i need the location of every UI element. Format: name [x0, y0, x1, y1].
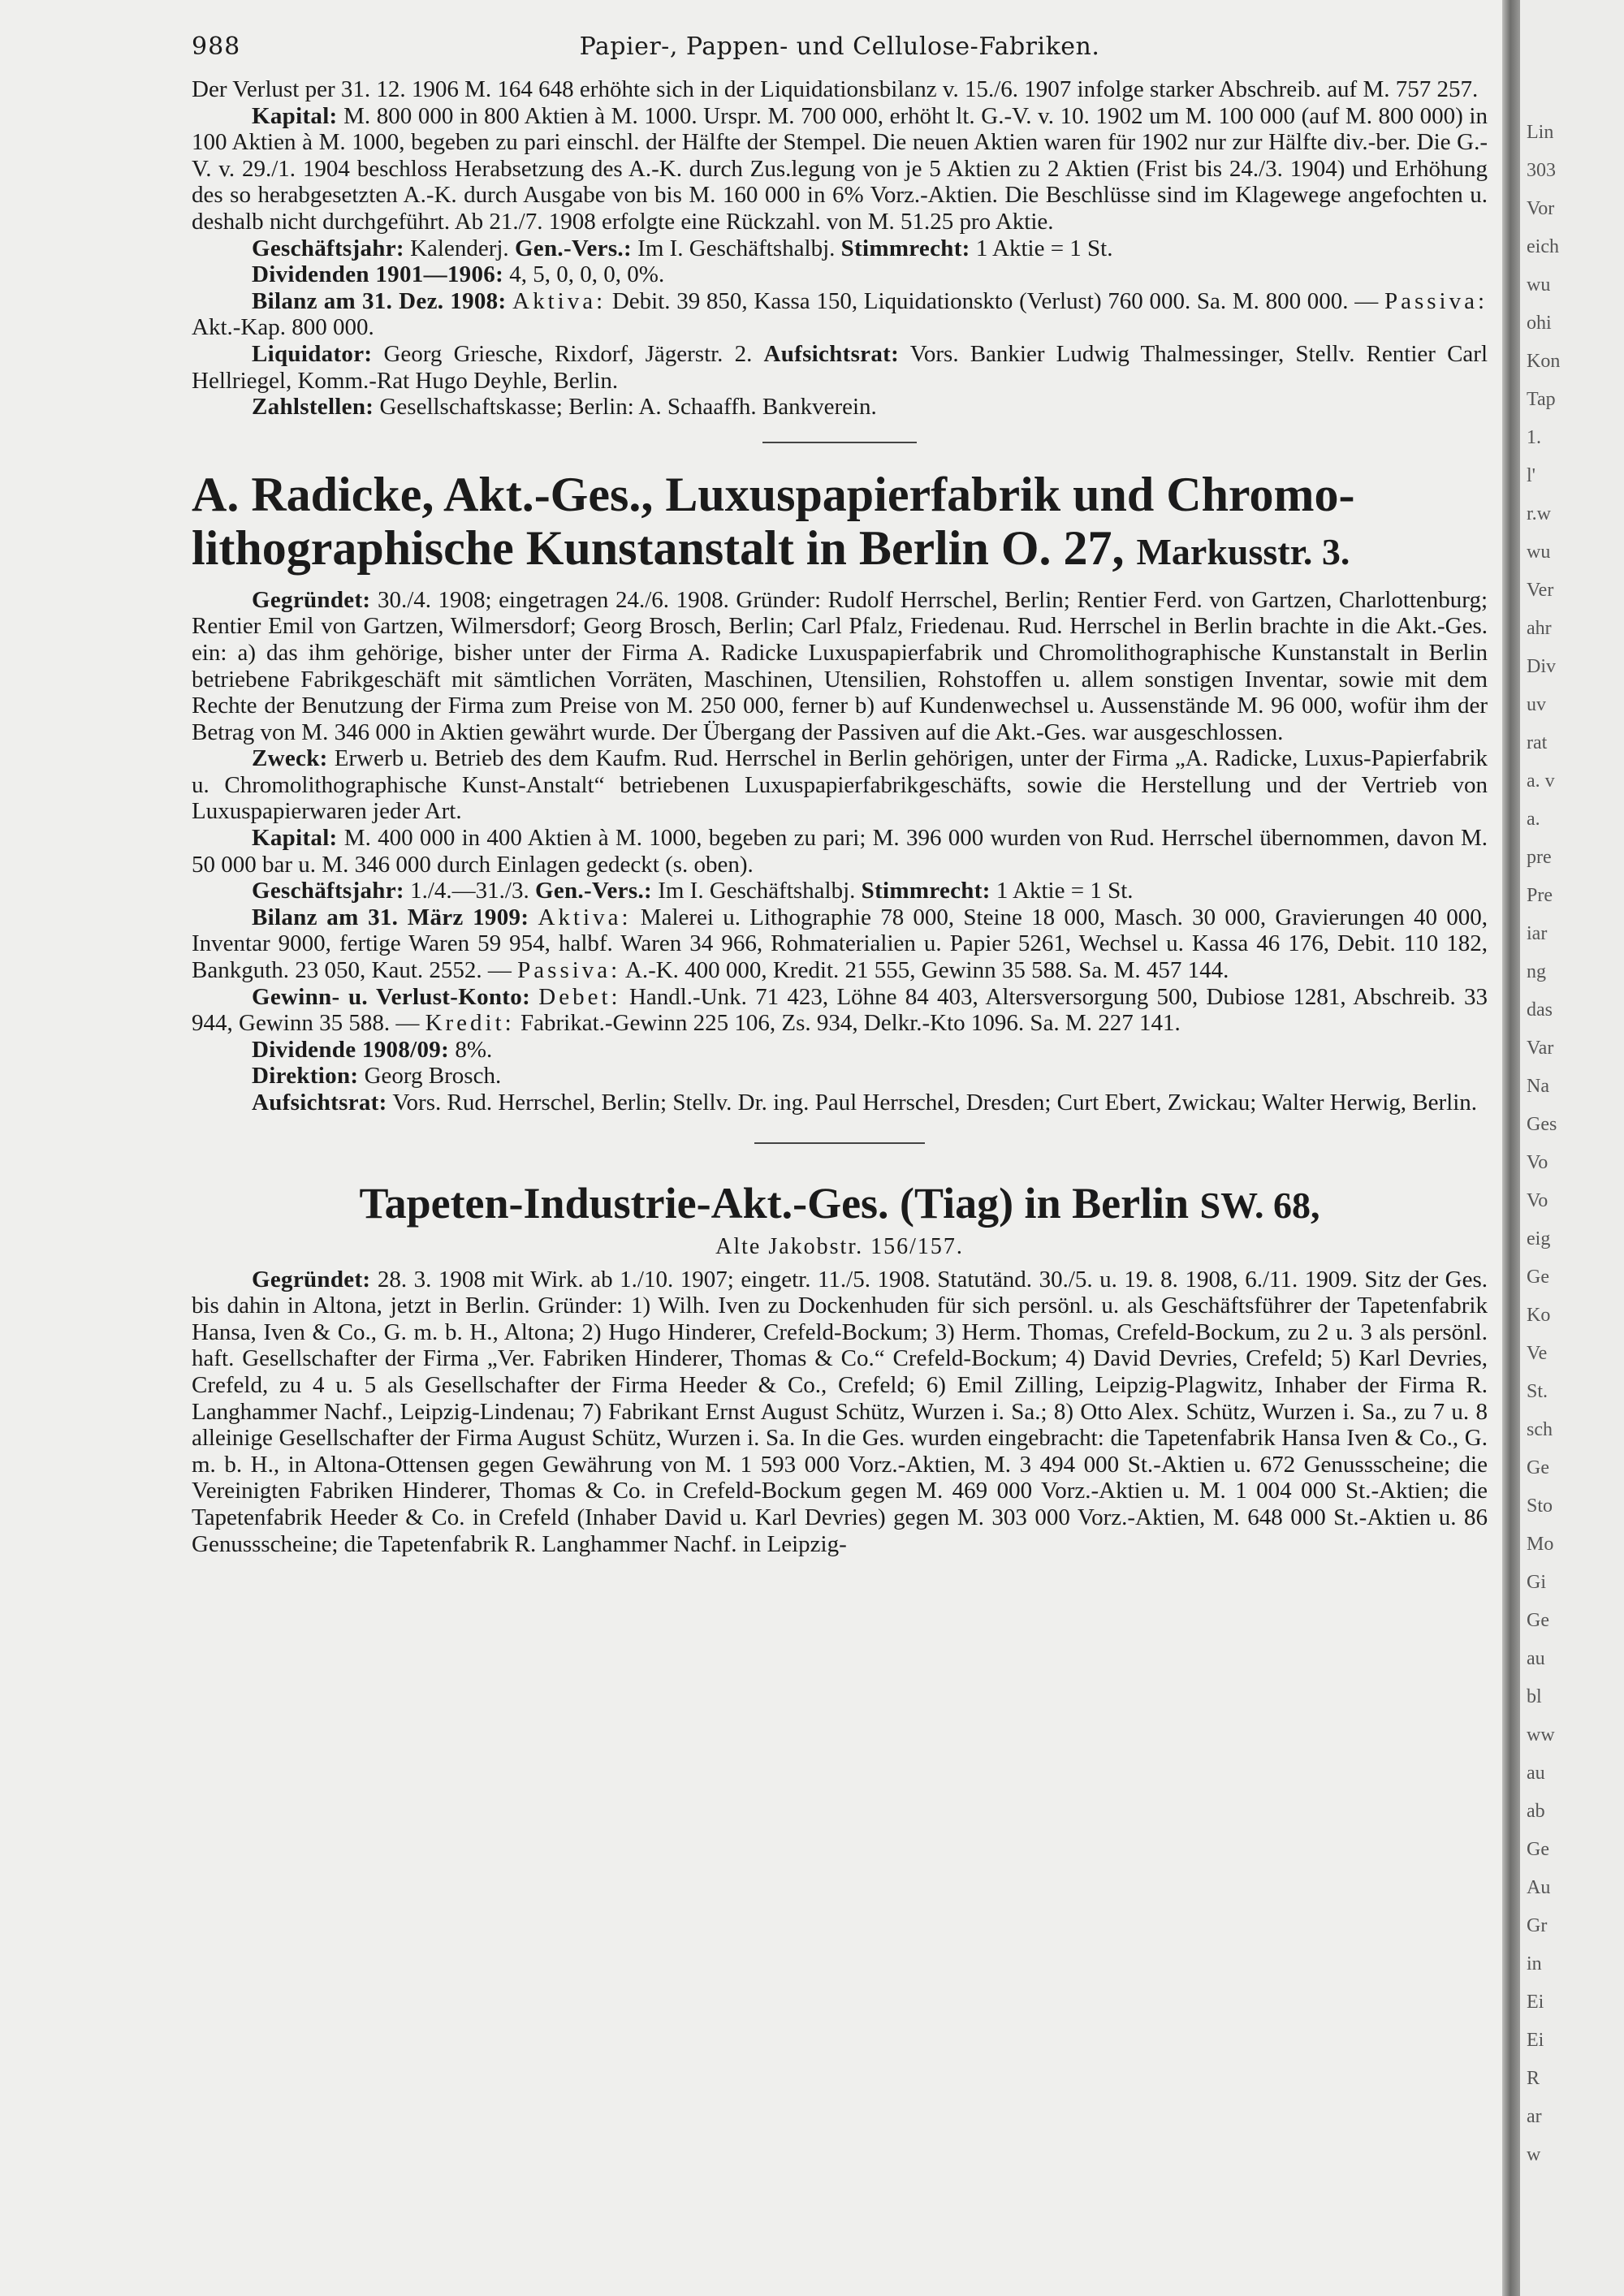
adjacent-page-fragment: Ve	[1527, 1343, 1548, 1364]
adjacent-page-fragment: Lin	[1527, 122, 1554, 143]
adjacent-page-fragment: a.	[1527, 809, 1540, 830]
dividends-paragraph	[192, 261, 1488, 288]
company-title-tiag-main: Tapeten-Industrie-Akt.-Ges. (Tiag) in Berlin	[359, 1178, 1190, 1228]
founded-label: Gegründet:	[252, 586, 371, 613]
profit-loss-label: Gewinn- u. Verlust-Konto:	[252, 983, 531, 1010]
adjacent-page-fragment: Ver	[1527, 580, 1554, 601]
fiscal-year-label: Geschäftsjahr:	[252, 878, 404, 904]
adjacent-page-fragment: eig	[1527, 1228, 1551, 1249]
founded-text: 30./4. 1908; eingetragen 24./6. 1908. Gründer: Rudolf Herrschel, Berlin; Rentier Ferd. von Gartzen, Charlottenburg; Rentier Emil von Gartzen, Wilmersdorf; Georg Brosch, Berlin; Carl Pfalz, Friedenau. Rud. Herrschel in Berlin brachte in die Akt.-Ges. ein: a) das ihm gehörige, bisher unter der Firma A. Radicke Luxuspapierfabrik und Chromolithographische Kunstanstalt in Berlin betriebene Fabrikgeschäft mit sämtlichen Vorräten, Maschinen, Utensilien, Rohstoffen u. allem sonstigen Inventar, sowie mit dem Rechte der Benutzung der Firma zum Preise von M. 250 000, ferner b) auf Kundenwechsel u. Aussenstände M. 96 000, wofür ihm der Betrag von M. 346 000 in Aktien gewährt wurde. Der Übergang der Passiven auf die Akt.-Ges. war ausgeschlossen.	[192, 586, 1488, 745]
adjacent-page-fragment: ahr	[1527, 618, 1552, 639]
adjacent-page-fragment: Na	[1527, 1076, 1549, 1097]
liquidator-label: Liquidator:	[252, 340, 373, 367]
capital-paragraph	[192, 825, 1488, 878]
adjacent-page-fragment: St.	[1527, 1381, 1548, 1402]
balance-liabilities-text: Akt.-Kap. 800 000.	[192, 314, 374, 341]
fiscal-year-text: 1./4.—31./3.	[410, 878, 529, 904]
dividend-text: 8%.	[455, 1036, 493, 1063]
board-text: Georg Brosch.	[364, 1063, 502, 1090]
adjacent-page-fragment: Var	[1527, 1038, 1554, 1059]
balance-label: Bilanz am 31. März 1909:	[252, 904, 529, 930]
adjacent-page-fragment: uv	[1527, 694, 1546, 715]
balance-assets-text: Malerei u. Lithographie 78 000, Steine 18 000, Masch. 30 000, Gravierungen 40 000, Inventar 9000, fertige Waren 59 954, halbf. Waren 34 966, Rohmaterialien u. Papier 5261, Wechsel u. Kassa 46 176, Debit. 110 182, Bankguth. 23 050, Kaut. 2552. —	[192, 904, 1488, 984]
adjacent-page-fragment: ohi	[1527, 313, 1552, 334]
adjacent-page-fragment: pre	[1527, 847, 1552, 868]
supervisory-board-label: Aufsichtsrat:	[252, 1090, 387, 1116]
adjacent-page-fragment: Ei	[1527, 2030, 1544, 2051]
balance-liabilities-text: A.-K. 400 000, Kredit. 21 555, Gewinn 35 588. Sa. M. 457 144.	[624, 957, 1229, 984]
adjacent-page-fragment: au	[1527, 1763, 1545, 1784]
adjacent-page-fragment: r.w	[1527, 503, 1551, 524]
liquidator-text: Georg Griesche, Rixdorf, Jägerstr. 2.	[383, 340, 753, 367]
section-previous-company	[192, 76, 1488, 421]
kredit-word: Kredit:	[425, 1010, 515, 1037]
loss-paragraph: Der Verlust per 31. 12. 1906 M. 164 648 erhöhte sich in der Liquidationsbilanz v. 15./6. 1907 infolge starker Abschreib. auf M. 757 257.	[192, 76, 1479, 102]
adjacent-page-fragment: Vor	[1527, 198, 1555, 219]
meta-paragraph	[192, 878, 1488, 904]
company-title-radicke-main: lithographische Kunstanstalt in Berlin O. 27,	[192, 520, 1125, 575]
voting-right-text: 1 Aktie = 1 St.	[975, 235, 1113, 261]
board-paragraph	[192, 1063, 1488, 1090]
running-title: Papier-, Pappen- und Cellulose-Fabriken.	[579, 32, 1100, 61]
adjacent-page-fragment: ab	[1527, 1801, 1545, 1822]
capital-label: Kapital:	[252, 102, 338, 129]
adjacent-page-fragment: Ei	[1527, 1992, 1544, 2013]
adjacent-page-fragment: bl	[1527, 1686, 1542, 1707]
aktiva-word: Aktiva:	[512, 287, 607, 314]
aktiva-word: Aktiva:	[538, 904, 632, 930]
adjacent-page-fragment: Mo	[1527, 1534, 1554, 1555]
paying-agents-label: Zahlstellen:	[252, 394, 374, 421]
adjacent-page-fragment: Vo	[1527, 1152, 1548, 1173]
debet-word: Debet:	[538, 983, 621, 1010]
adjacent-page-fragment: ng	[1527, 961, 1546, 982]
paying-agents-text: Gesellschaftskasse; Berlin: A. Schaaffh. Bankverein.	[379, 394, 877, 421]
page-number: 988	[192, 32, 241, 61]
voting-right-label: Stimmrecht:	[840, 235, 970, 261]
company-title-radicke-line2	[192, 521, 1488, 579]
balance-assets-text: Debit. 39 850, Kassa 150, Liquidationskto (Verlust) 760 000. Sa. M. 800 000. —	[611, 287, 1379, 314]
founding-paragraph	[192, 587, 1488, 746]
capital-paragraph	[192, 103, 1488, 235]
book-gutter	[1502, 0, 1520, 2296]
adjacent-page-fragment: w	[1527, 2144, 1541, 2165]
paying-agents-paragraph	[192, 394, 1488, 421]
capital-text: M. 800 000 in 800 Aktien à M. 1000. Urspr. M. 700 000, erhöht lt. G.-V. v. 10. 1902 um M. 100 000 (auf M. 800 000) in 100 Aktien à M. 1000, begeben zu pari einschl. der Hälfte der Stempel. Die neuen Aktien waren für 1902 nur zur Hälfte div.-ber. Die G.-V. v. 29./1. 1904 beschloss Herabsetzung des A.-K. durch Zus.legung von je 5 Aktien zu 2 Aktien (Frist bis 24./3. 1904) und Erhöhung des so herabgesetzten A.-K. durch Ausgabe von bis M. 160 000 in 6% Vorz.-Aktien. Die Beschlüsse sind im Klagewege angefochten u. deshalb nicht durchgeführt. Ab 21./7. 1908 erfolgte eine Rückzahl. von M. 51.25 pro Aktie.	[192, 102, 1488, 235]
adjacent-page-fragment: wu	[1527, 542, 1551, 563]
profit-loss-paragraph	[192, 984, 1488, 1037]
adjacent-page-edge	[1520, 0, 1624, 2296]
general-meeting-text: Im I. Geschäftshalbj.	[637, 235, 836, 261]
adjacent-page-fragment: au	[1527, 1648, 1545, 1669]
adjacent-page-fragment: Pre	[1527, 885, 1553, 906]
adjacent-page-fragment: 1.	[1527, 427, 1541, 448]
adjacent-page-fragment: iar	[1527, 923, 1548, 944]
founded-text: 28. 3. 1908 mit Wirk. ab 1./10. 1907; eingetr. 11./5. 1908. Statutänd. 30./5. u. 19. 8. 1908, 6./11. 1909. Sitz der Ges. bis dahin in Altona, jetzt in Berlin. Gründer: 1) Wilh. Iven zu Dockenhuden für sich persönl. u. als Geschäftsführer der Tapetenfabrik Hansa, Iven & Co., G. m. b. H., Altona; 2) Hugo Hinderer, Crefeld-Bockum; 3) Herm. Thomas, Crefeld-Bockum, zu 2 u. 3 als persönl. haft. Gesellschafter der Firma „Ver. Fabriken Hinderer, Thomas & Co.“ Crefeld-Bockum; 4) David Devries, Crefeld; 5) Karl Devries, Crefeld, zu 4 u. 5 als Gesellschafter der Firma Heeder & Co., Crefeld; 6) Emil Zilling, Leipzig-Plagwitz, Inhaber der Firma R. Langhammer Nachf., Leipzig-Lindenau; 7) Fabrikant Ernst August Schütz, Wurzen i. Sa.; 8) Otto Alex. Schütz, Wurzen i. Sa., zu 7 u. 8 alleinige Gesellschafter der Firma August Schütz, Wurzen i. Sa. In die Ges. wurden eingebracht: die Tapetenfabrik Hansa Iven & Co., G. m. b. H., in Altona-Ottensen gegen Gewährung von M. 1 593 000 Vorz.-Aktien, M. 3 494 000 St.-Aktien u. 672 Genussscheine; die Vereinigten Fabriken Hinderer, Thomas & Co. in Crefeld-Bockum gegen M. 469 000 Vorz.-Aktien u. M. 1 004 000 St.-Aktien; die Tapetenfabrik Heeder & Co. in Crefeld (Inhaber David u. Karl Devries) gegen M. 303 000 Vorz.-Aktien, M. 648 000 St.-Aktien u. 86 Genussscheine; die Tapetenfabrik R. Langhammer Nachf. in Leipzig-	[192, 1266, 1488, 1557]
capital-text: M. 400 000 in 400 Aktien à M. 1000, begeben zu pari; M. 396 000 wurden von Rud. Herrschel übernommen, davon M. 50 000 bar u. M. 346 000 durch Einlagen gedeckt (s. oben).	[192, 825, 1488, 878]
purpose-text: Erwerb u. Betrieb des dem Kaufm. Rud. Herrschel in Berlin gehörigen, unter der Firma „A. Radicke, Luxus-Papierfabrik u. Chromolithographische Kunst-Anstalt“ betriebenen Luxuspapierfabrikgeschäfts, sowie die Herstellung und der Vertrieb von Luxuspapierwaren jeder Art.	[192, 745, 1488, 825]
adjacent-page-fragment: a. v	[1527, 770, 1555, 792]
general-meeting-label: Gen.-Vers.:	[534, 878, 652, 904]
purpose-label: Zweck:	[252, 745, 328, 772]
page-content	[192, 29, 1488, 1557]
company-title-radicke-line1: A. Radicke, Akt.-Ges., Luxuspapierfabrik und Chromo-	[192, 467, 1355, 521]
supervisory-board-paragraph	[192, 1090, 1488, 1116]
adjacent-page-fragment: ww	[1527, 1724, 1555, 1746]
adjacent-page-fragment: Au	[1527, 1877, 1551, 1898]
running-head	[192, 29, 1488, 76]
adjacent-page-fragment: 303	[1527, 160, 1556, 181]
adjacent-page-fragment: Vo	[1527, 1190, 1548, 1211]
adjacent-page-fragment: l'	[1527, 465, 1535, 486]
adjacent-page-fragment: Tap	[1527, 389, 1556, 410]
balance-label: Bilanz am 31. Dez. 1908:	[252, 287, 507, 314]
adjacent-page-fragment: Ge	[1527, 1457, 1549, 1478]
adjacent-page-fragment: das	[1527, 999, 1553, 1021]
adjacent-page-fragment: rat	[1527, 732, 1548, 753]
adjacent-page-fragment: Gi	[1527, 1572, 1546, 1593]
capital-label: Kapital:	[252, 825, 338, 852]
general-meeting-label: Gen.-Vers.:	[514, 235, 632, 261]
adjacent-page-fragment: Ges	[1527, 1114, 1557, 1135]
section-divider	[754, 1142, 925, 1144]
passiva-word: Passiva:	[517, 957, 621, 984]
supervisory-board-text: Vors. Bankier Ludwig Thalmessinger, Stellv. Rentier Carl Hellriegel, Komm.-Rat Hugo Deyhle, Berlin.	[192, 340, 1488, 394]
supervisory-board-text: Vors. Rud. Herrschel, Berlin; Stellv. Dr. ing. Paul Herrschel, Dresden; Curt Ebert, Zwickau; Walter Herwig, Berlin.	[392, 1090, 1478, 1116]
adjacent-page-fragment: R	[1527, 2068, 1540, 2089]
adjacent-page-fragment: Kon	[1527, 351, 1561, 372]
founded-label: Gegründet:	[252, 1266, 371, 1293]
section-radicke	[192, 468, 1488, 1116]
supervisory-board-label: Aufsichtsrat:	[763, 340, 900, 367]
adjacent-page-fragment: Ge	[1527, 1267, 1549, 1288]
dividends-label: Dividenden 1901—1906:	[252, 261, 504, 288]
balance-paragraph	[192, 288, 1488, 341]
adjacent-page-fragment: Gr	[1527, 1915, 1548, 1936]
adjacent-page-fragment: ar	[1527, 2106, 1542, 2127]
profit-loss-credit-text: Fabrikat.-Gewinn 225 106, Zs. 934, Delkr.-Kto 1096. Sa. M. 227 141.	[520, 1010, 1181, 1037]
company-title-tiag	[192, 1176, 1488, 1232]
adjacent-page-fragment: eich	[1527, 236, 1559, 257]
adjacent-page-fragment: in	[1527, 1953, 1542, 1974]
purpose-paragraph	[192, 745, 1488, 825]
adjacent-page-fragment: Ge	[1527, 1610, 1549, 1631]
section-divider	[762, 442, 917, 443]
liquidator-paragraph	[192, 341, 1488, 394]
general-meeting-text: Im I. Geschäftshalbj.	[658, 878, 856, 904]
dividend-label: Dividende 1908/09:	[252, 1036, 450, 1063]
adjacent-page-fragment: Ge	[1527, 1839, 1549, 1860]
dividends-text: 4, 5, 0, 0, 0, 0%.	[509, 261, 665, 288]
dividend-paragraph	[192, 1037, 1488, 1064]
company-address-radicke: Markusstr. 3.	[1136, 530, 1350, 572]
voting-right-label: Stimmrecht:	[861, 878, 991, 904]
adjacent-page-fragment: Ko	[1527, 1305, 1551, 1326]
adjacent-page-fragment: Div	[1527, 656, 1556, 677]
fiscal-year-label: Geschäftsjahr:	[252, 235, 404, 261]
meta-paragraph	[192, 235, 1488, 262]
passiva-word: Passiva:	[1384, 287, 1488, 314]
company-address-tiag: Alte Jakobstr. 156/157.	[715, 1233, 964, 1259]
adjacent-page-fragment: Sto	[1527, 1495, 1553, 1517]
company-postal-district: SW. 68,	[1199, 1184, 1320, 1226]
board-label: Direktion:	[252, 1063, 359, 1090]
voting-right-text: 1 Aktie = 1 St.	[996, 878, 1134, 904]
section-tiag	[192, 1176, 1488, 1558]
adjacent-page-fragment: sch	[1527, 1419, 1553, 1440]
adjacent-page-fragment: wu	[1527, 274, 1551, 296]
profit-loss-debit-text: Handl.-Unk. 71 423, Löhne 84 403, Altersversorgung 500, Dubiose 1281, Abschreib. 33 944, Gewinn 35 588. —	[192, 983, 1488, 1037]
founding-paragraph	[192, 1267, 1488, 1558]
balance-paragraph	[192, 904, 1488, 984]
fiscal-year-text: Kalenderj.	[410, 235, 509, 261]
